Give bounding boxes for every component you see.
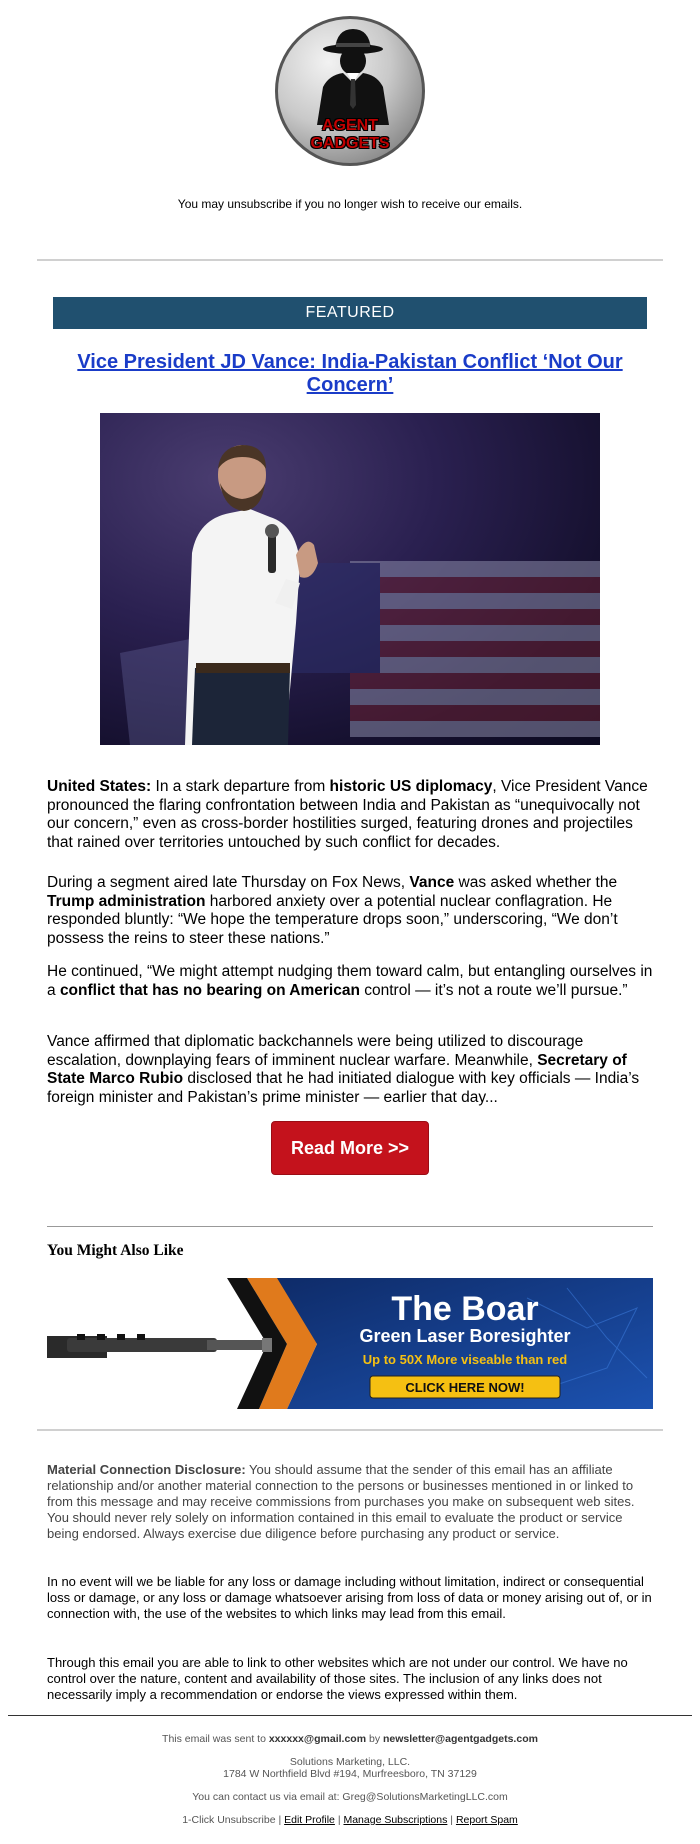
ad-cta: CLICK HERE NOW! [405,1380,525,1395]
article-p2-text-b: was asked whether the [454,874,618,891]
ad-title: The Boar [391,1290,539,1328]
boar-ad-banner[interactable] [47,1278,653,1409]
logo-text-gadgets: GADGETS [310,135,390,152]
article-paragraph-1 [47,778,653,852]
boresighter-ad-graphic [47,1278,653,1409]
article-paragraph-3 [47,963,653,1000]
article-p2-text-c: harbored anxiety over a potential nuclear conflagration. He responded bluntly: “We hope the temperature drops soon,” underscoring, “We don’t possess the reins to steer these nations.” [47,892,618,947]
spy-silhouette-icon [303,25,403,125]
company-address: 1784 W Northfield Blvd #194, Murfreesboro, TN 37129 [223,1768,477,1780]
article-paragraph-2 [47,874,653,948]
footer-divider [8,1715,692,1716]
external-links-disclaimer: Through this email you are able to link to other websites which are not under our control. We have no control over the nature, content and availability of those sites. The inclusion of any links does not necessarily imply a recommendation or endorse the views expressed within them. [47,1655,628,1702]
article-p4-text-b: disclosed that he had initiated dialogue with key officials — India’s foreign minister and Pakistan’s prime minister — earlier that day... [47,1070,640,1106]
disclosure-divider [37,1429,663,1431]
article-p2-text-a: During a segment aired late Thursday on Fox News, [47,874,410,891]
featured-label: FEATURED [53,297,647,329]
unsubscribe-note: You may unsubscribe if you no longer wish to receive our emails. [177,197,523,211]
edit-profile-link[interactable]: Edit Profile [284,1814,335,1826]
article-p4-bold-a: Secretary of State Marco Rubio [47,1051,627,1087]
article-p3-bold-a: conflict that has no bearing on American [59,981,360,999]
one-click-unsubscribe[interactable]: 1-Click Unsubscribe [182,1814,276,1826]
vance-speaking-photo [100,413,600,745]
disclosure-text: You should assume that the sender of this email has an affiliate relationship and/or another material connection to the persons or businesses mentioned in or linked to from this message and may receive commissions from purchases you make on subsequent web sites. You should never rely solely on information contained in this email to evaluate the product or service being endorsed. Always exercise due diligence before purchasing any product or service. [47,1462,635,1541]
article-p1-text-b: , Vice President Vance pronounced the flaring confrontation between India and Pakistan as “unequivocally not our concern,” even as cross-border hostilities surged, featuring drones and projectiles that rained over territories untouched by such conflict for decades. [47,778,648,851]
logo-container [0,16,700,168]
link-separator: | [447,1814,456,1826]
ad-tagline: Up to 50X More viseable than red [362,1352,568,1367]
report-spam-link[interactable]: Report Spam [455,1814,518,1826]
footer-links [0,1814,700,1826]
top-divider [37,259,663,261]
article-p1-bold-a: historic US diplomacy [329,778,493,795]
featured-article-image[interactable] [100,413,600,745]
article-divider [47,1226,653,1227]
article-p2-bold-b: Trump administration [47,892,206,910]
link-separator: | [275,1814,285,1826]
article-dateline: United States: [47,778,152,795]
article-p1-text-a: In a stark departure from [151,778,330,795]
sent-to-line [0,1733,700,1745]
sent-prefix: This email was sent to [162,1733,269,1745]
recipient-email: xxxxxx@gmail.com [268,1733,367,1745]
agent-gadgets-logo[interactable] [275,16,425,166]
sender-email: newsletter@agentgadgets.com [383,1733,538,1745]
company-name: Solutions Marketing, LLC. [289,1756,411,1768]
liability-disclaimer: In no event will we be liable for any loss or damage including without limitation, indirect or consequential loss or damage, or any loss or damage whatsoever arising from loss of data or money arising out of, or in connection with, the use of the websites to which links may lead from this email. [47,1574,652,1621]
manage-subscriptions-link[interactable]: Manage Subscriptions [343,1814,448,1826]
ad-subtitle: Green Laser Boresighter [359,1326,571,1346]
article-p3-text-b: control — it’s not a route we’ll pursue.” [359,981,628,999]
disclosure-label: Material Connection Disclosure: [47,1462,246,1477]
contact-line: You can contact us via email at: Greg@SolutionsMarketingLLC.com [192,1791,508,1803]
article-p3-text-a: He continued, “We might attempt nudging them toward calm, but entangling ourselves in a [47,963,653,999]
link-separator: | [334,1814,344,1826]
article-paragraph-4 [47,1033,653,1107]
material-disclosure [47,1462,653,1542]
article-p4-text-a: Vance affirmed that diplomatic backchannels were being utilized to discourage escalation, downplaying fears of imminent nuclear warfare. Meanwhile, [47,1033,584,1069]
sent-mid: by [366,1733,383,1745]
logo-text-agent: AGENT [322,117,378,134]
read-more-button[interactable]: Read More >> [271,1121,429,1175]
article-p2-bold-a: Vance [409,874,455,891]
you-might-also-like-heading: You Might Also Like [47,1242,184,1259]
featured-headline-link[interactable]: Vice President JD Vance: India-Pakistan Conflict ‘Not Our Concern’ [77,351,623,396]
